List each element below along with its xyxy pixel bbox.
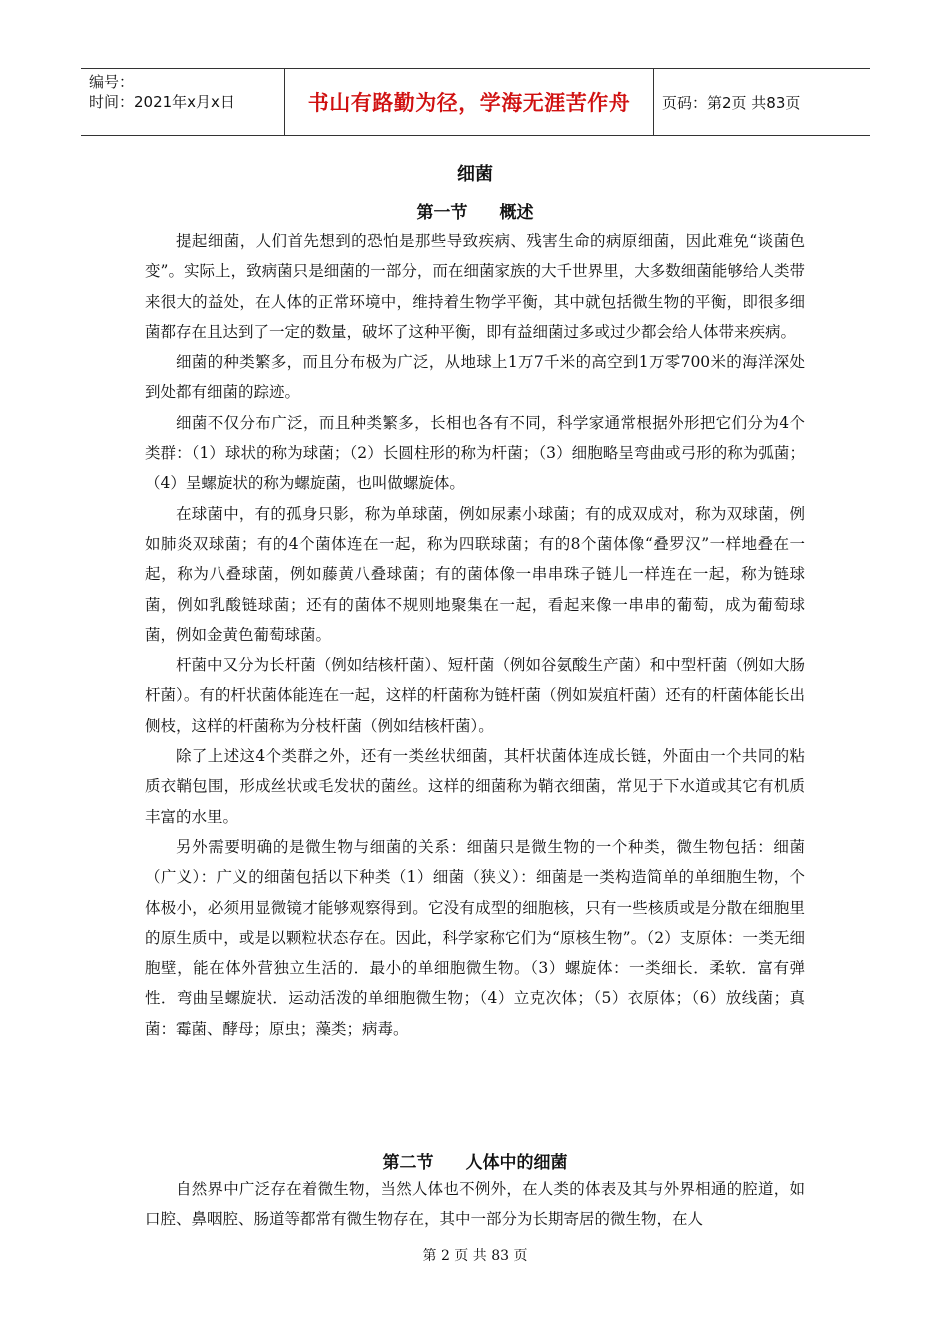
header-motto-cell xyxy=(284,69,654,135)
header-page-info xyxy=(654,69,870,135)
page-info: 页码：第2页 共83页 xyxy=(662,93,801,112)
section1-title xyxy=(0,198,950,223)
section2-heading: 人体中的细菌 xyxy=(465,1153,568,1173)
section1-heading: 概述 xyxy=(499,203,534,223)
paragraph: 细菌的种类繁多，而且分布极为广泛，从地球上1万7千米的高空到1万零700米的海洋深处到处都有细菌的踪迹。 xyxy=(145,353,805,402)
date-label: 时间：2021年x月x日 xyxy=(89,93,235,111)
motto: 书山有路勤为径，学海无涯苦作舟 xyxy=(307,91,631,115)
page-footer: 第 2 页 共 83 页 xyxy=(422,1248,528,1264)
section2-body xyxy=(145,1174,805,1235)
paragraph: 在球菌中，有的孤身只影，称为单球菌，例如尿素小球菌；有的成双成对，称为双球菌，例如肺炎双球菌；有的4个菌体连在一起，称为四联球菌；有的8个菌体像“叠罗汉”一样地叠在一起，称为八叠球菌，例如藤黄八叠球菌；有的菌体像一串串珠子链儿一样连在一起，称为链球菌，例如乳酸链球菌；还有的菌体不规则地聚集在一起，看起来像一串串的葡萄，成为葡萄球菌，例如金黄色葡萄球菌。 xyxy=(145,504,805,644)
number-label: 编号： xyxy=(89,73,135,91)
section2-title xyxy=(0,1148,950,1173)
section2-number: 第二节 xyxy=(382,1153,434,1173)
paragraph: 另外需要明确的是微生物与细菌的关系：细菌只是微生物的一个种类，微生物包括：细菌（广义）：广义的细菌包括以下种类（1）细菌（狭义）：细菌是一类构造简单的单细胞生物，个体极小，必须用显微镜才能够观察得到。它没有成型的细胞核，只有一些核质或是分散在细胞里的原生质中，或是以颗粒状态存在。因此，科学家称它们为“原核生物”。（2）支原体：一类无细胞壁，能在体外营独立生活的．最小的单细胞微生物。（3）螺旋体：一类细长．柔软．富有弹性．弯曲呈螺旋状．运动活泼的单细胞微生物；（4）立克次体；（5）衣原体；（6）放线菌；真菌：霉菌、酵母；原虫；藻类；病毒。 xyxy=(145,837,805,1038)
paragraph: 细菌不仅分布广泛，而且种类繁多，长相也各有不同，科学家通常根据外形把它们分为4个类群：（1）球状的称为球菌；（2）长圆柱形的称为杆菌；（3）细胞略呈弯曲或弓形的称为弧菌；（4）呈螺旋状的称为螺旋菌，也叫做螺旋体。 xyxy=(145,413,805,493)
document-header xyxy=(81,68,870,136)
paragraph: 自然界中广泛存在着微生物，当然人体也不例外，在人类的体表及其与外界相通的腔道，如口腔、鼻咽腔、肠道等都常有微生物存在，其中一部分为长期寄居的微生物，在人 xyxy=(145,1180,805,1229)
paragraph: 提起细菌，人们首先想到的恐怕是那些导致疾病、残害生命的病原细菌，因此难免“谈菌色变”。实际上，致病菌只是细菌的一部分，而在细菌家族的大千世界里，大多数细菌能够给人类带来很大的益处，在人体的正常环境中，维持着生物学平衡，其中就包括微生物的平衡，即很多细菌都存在且达到了一定的数量，破坏了这种平衡，即有益细菌过多或过少都会给人体带来疾病。 xyxy=(145,232,805,341)
section1-body xyxy=(145,226,805,1044)
header-meta xyxy=(81,69,284,135)
paragraph: 除了上述这4个类群之外，还有一类丝状细菌，其杆状菌体连成长链，外面由一个共同的粘质衣鞘包围，形成丝状或毛发状的菌丝。这样的细菌称为鞘衣细菌，常见于下水道或其它有机质丰富的水里。 xyxy=(145,747,805,826)
section1-number: 第一节 xyxy=(416,203,468,223)
paragraph: 杆菌中又分为长杆菌（例如结核杆菌）、短杆菌（例如谷氨酸生产菌）和中型杆菌（例如大肠杆菌）。有的杆状菌体能连在一起，这样的杆菌称为链杆菌（例如炭疽杆菌）还有的杆菌体能长出侧枝，这样的杆菌称为分枝杆菌（例如结核杆菌）。 xyxy=(145,656,805,735)
document-title: 细菌 xyxy=(457,164,493,185)
